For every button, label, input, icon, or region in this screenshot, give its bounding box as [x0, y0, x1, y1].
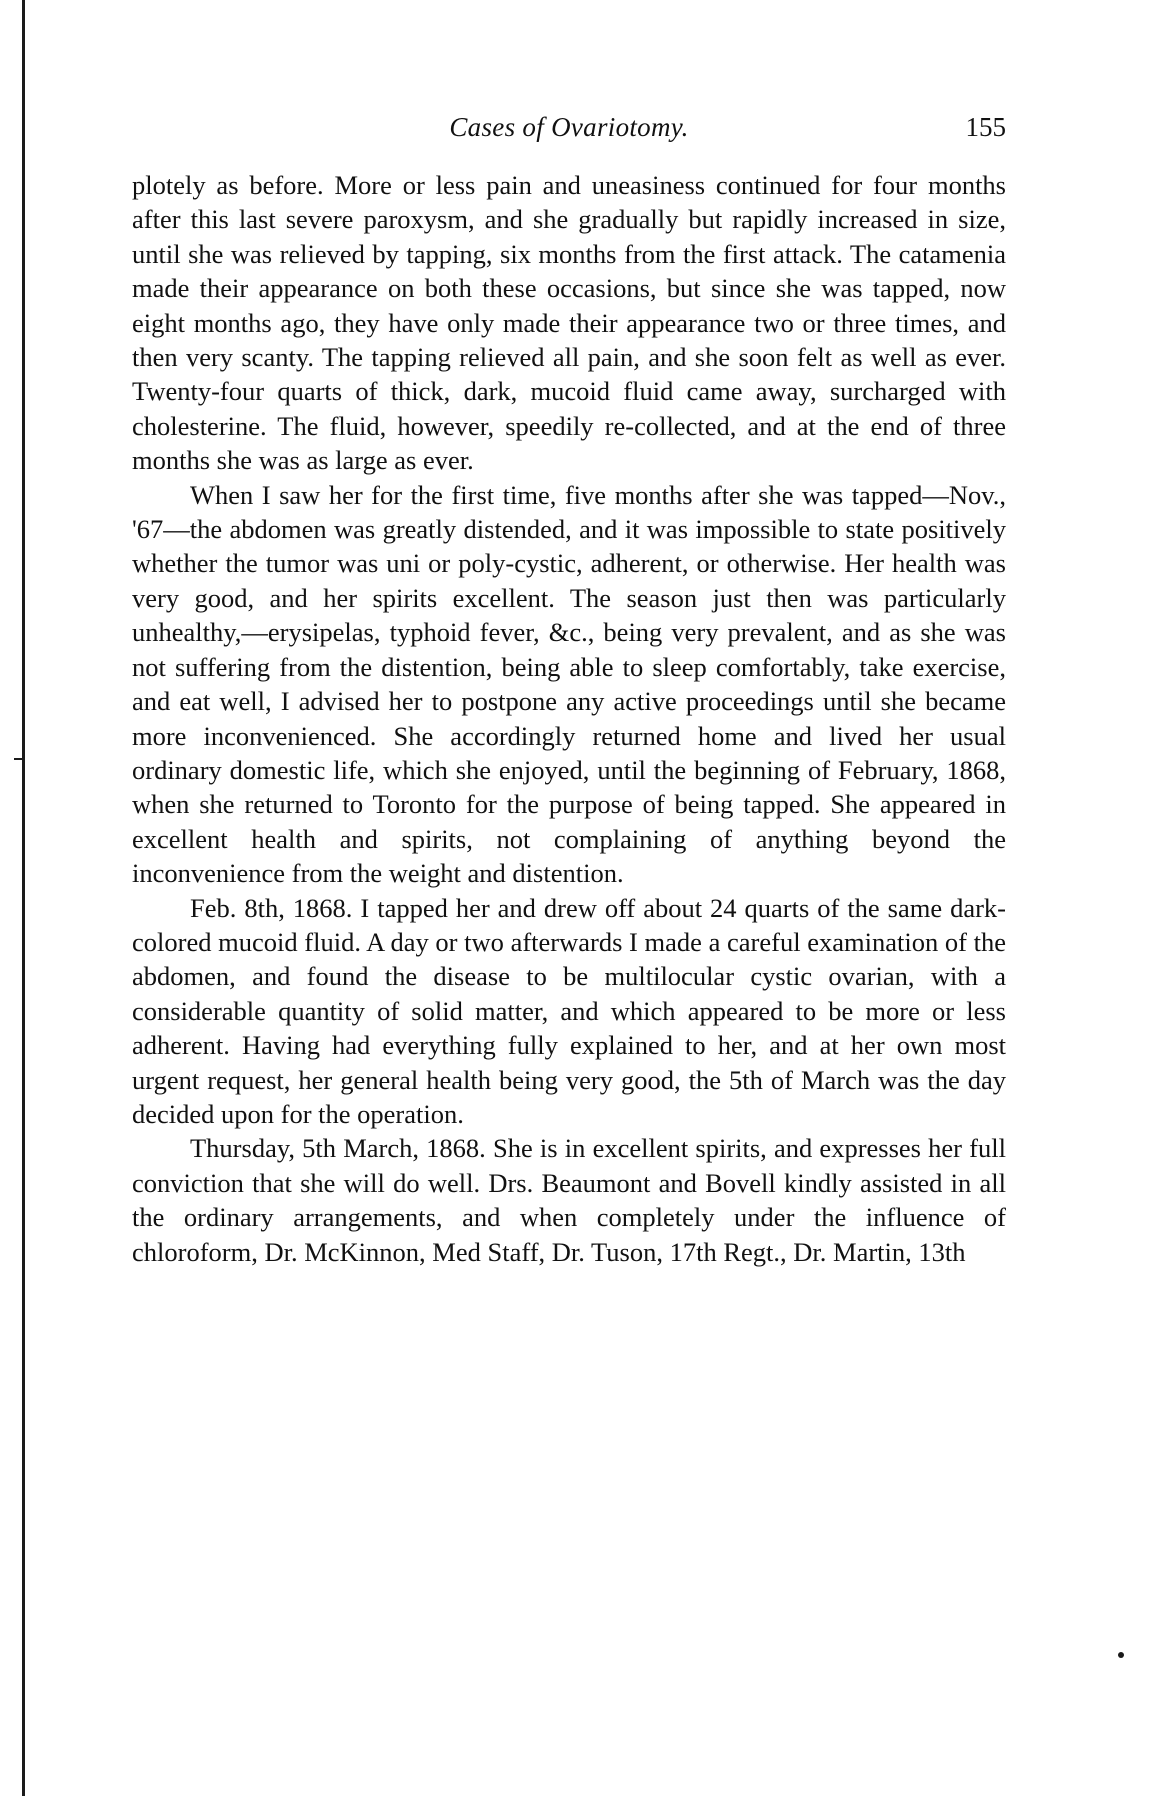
paragraph: plotely as before. More or less pain and uneasiness continued for four months after this last severe paroxysm, and she gradually but rapidly increased in size, until she was relieved by tapping, six months from the first attack. The catamenia made their appearance on both these occasions, but since she was tapped, now eight months ago, they have only made their appearance two or three times, and then very scanty. The tapping relieved all pain, and she soon felt as well as ever. Twenty-four quarts of thick, dark, mucoid fluid came away, surcharged with cholesterine. The fluid, however, speedily re-collected, and at the end of three months she was as large as ever. — [132, 170, 1006, 476]
running-head: Cases of Ovariotomy. — [449, 112, 689, 142]
scan-speck — [1118, 1652, 1124, 1658]
paragraph: When I saw her for the first time, five months after she was tapped—Nov., '67—the abdomen was greatly distended, and it was impossible to state positively whether the tumor was uni or poly-cystic, adherent, or otherwise. Her health was very good, and her spirits excellent. The season just then was particularly unhealthy,—erysipelas, typhoid fever, &c., being very prevalent, and as she was not suffering from the distention, being able to sleep comfortably, take exercise, and eat well, I advised her to postpone any active proceedings until she became more inconvenienced. She accordingly returned home and lived her usual ordinary domestic life, which she enjoyed, until the beginning of February, 1868, when she returned to Toronto for the purpose of being tapped. She appeared in excellent health and spirits, not complaining of anything beyond the inconvenience from the weight and distention. — [132, 479, 1006, 889]
page-number: 155 — [965, 112, 1006, 142]
scan-mark — [14, 758, 24, 760]
body-text — [132, 168, 1006, 1269]
paragraph: Feb. 8th, 1868. I tapped her and drew off about 24 quarts of the same dark-colored mucoid fluid. A day or two afterwards I made a careful examination of the abdomen, and found the disease to be multilocular cystic ovarian, with a considerable quantity of solid matter, and which appeared to be more or less adherent. Having had everything fully explained to her, and at her own most urgent request, her general health being very good, the 5th of March was the day decided upon for the operation. — [132, 892, 1006, 1129]
scan-margin-line — [22, 0, 25, 1796]
paragraph: Thursday, 5th March, 1868. She is in excellent spirits, and expresses her full conviction that she will do well. Drs. Beaumont and Bovell kindly assisted in all the ordinary arrangements, and when completely under the influence of chloroform, Dr. McKinnon, Med Staff, Dr. Tuson, 17th Regt., Dr. Martin, 13th — [132, 1133, 1006, 1267]
page-header — [132, 112, 1006, 152]
book-page — [132, 112, 1006, 1269]
